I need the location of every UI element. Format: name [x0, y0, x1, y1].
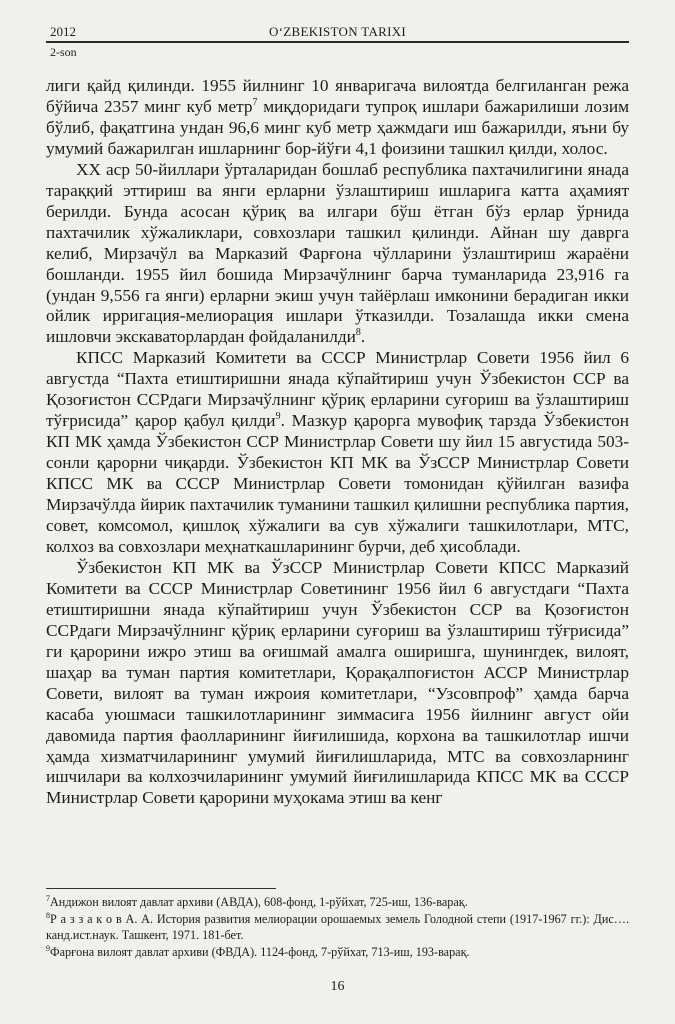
footnote-9 [46, 944, 629, 961]
footnote-number: 7 [46, 893, 50, 903]
footnote-text: Андижон вилоят давлат архиви (АВДА), 608-фонд, 1-рўйхат, 725-иш, 136-варақ. [50, 895, 468, 909]
footnote-rule [46, 888, 276, 889]
footnotes [46, 894, 629, 960]
paragraph-3-text-b: . Мазкур қарорга мувофиқ тарзда Ўзбекистон КП МК ҳамда Ўзбекистон ССР Министрлар Совети шу йил 15 августида 503-сонли қарорни чиқарди. Ўзбекистон КП МК ва ЎзССР Министрлар Совети КПСС МК ва СССР Министрлар Совети томонидан қўйилган вазифа Мирзачўлда йирик пахтачилик туманини ташкил қилишни республика партия, совет, комсомол, қишлоқ хўжалиги ва сув хўжалиги ташкилотлари, МТС, колхоз ва совхозлари меҳнаткашларининг бурчи, деб ҳисоблади. [46, 411, 629, 556]
article-body [46, 76, 629, 809]
header-rule [46, 41, 629, 43]
footnote-7 [46, 894, 629, 911]
footnote-number: 8 [46, 910, 50, 920]
paragraph-2 [46, 160, 629, 349]
issue-number: 2-son [50, 45, 77, 59]
header-year: 2012 [50, 24, 76, 39]
paragraph-1-text-a: лиги қайд қилинди. 1955 йилнинг 10 январигача вилоятда белгиланган режа бўйича 2357 минг куб метр [46, 76, 629, 116]
footnote-number: 9 [46, 943, 50, 953]
footnote-text: Р а з з а к о в А. А. История развития мелиорации орошаемых земель Голодной степи (1917-1967 гг.): Дис…. канд.ист.наук. Ташкент, 1971. 181-бет. [46, 911, 629, 942]
paragraph-4 [46, 558, 629, 809]
paragraph-3 [46, 348, 629, 558]
page-number: 16 [330, 979, 345, 994]
footnote-8 [46, 911, 629, 944]
paragraph-4-text: Ўзбекистон КП МК ва ЎзССР Министрлар Совети КПСС Марказий Комитети ва СССР Министрлар Советининг 1956 йил 6 августдаги “Пахта етиштиришни янада кўпайтириш учун Ўзбекистон ССР ва Қозоғистон ССРдаги Мирзачўлнинг қўриқ ерларини суғориш ва ўзлаштириш тўғрисида” ги қарорини ижро этиш ва оғишмай амалга оширишга, шунингдек, вилоят, шаҳар ва туман партия комитетлари, Қорақалпоғистон АССР Министрлар Совети, вилоят ва туман ижроия комитетлари, “Узсовпроф” ҳамда барча касаба уюшмаси ташкилотларининг зиммасига 1956 йилнинг август ойи давомида партия фаолларининг йиғилишида, корхона ва ташкилотлар ишчи ҳамда хизматчиларининг умумий йиғилишларида, МТС ва совхозларнинг ишчилари ва колхозчиларининг умумий йиғилишларида КПСС МК ва СССР Министрлар Совети қарорини муҳокама этиш ва кенг [46, 557, 629, 808]
footnote-ref-9[interactable]: 9 [275, 411, 281, 423]
footnote-ref-8[interactable]: 8 [355, 327, 361, 339]
paragraph-2-text-a: XX аср 50-йиллари ўрталаридан бошлаб республика пахтачилигини янада тараққий эттириш ва янги ерларни ўзлаштириш ишларига катта аҳамият берилди. Бунда асосан қўриқ ва илгари бўш ётган бўз ерлар ўрнида пахтачилик хўжаликлари, совхозлари ташкил қилинди. Айнан шу даврга келиб, Мирзачўл ва Марказий Фарғона чўлларини ўзлаштириш жараёни бошланди. 1955 йил бошида Мирзачўлнинг барча туманларида 23,916 га (ундан 9,556 га янги) ерларни экиш учун тайёрлаш имконини берадиган икки ойлик ирригация-мелиорация ишлари ўтказилди. Тозалашда икки смена ишловчи экскаваторлардан фойдаланилди [46, 159, 629, 347]
paragraph-2-text-b: . [360, 327, 366, 347]
footnote-ref-7[interactable]: 7 [252, 97, 258, 109]
footnote-text: Фарғона вилоят давлат архиви (ФВДА). 1124-фонд, 7-рўйхат, 713-иш, 193-варақ. [50, 944, 470, 959]
paragraph-3-text-a: КПСС Марказий Комитети ва СССР Министрлар Совети 1956 йил 6 августда “Пахта етиштиришни янада кўпайтириш учун Ўзбекистон ССР ва Қозоғистон ССРдаги Мирзачўлнинг қўриқ ерларини суғориш ва ўзлаштириш тўғрисида” қарор қабул қилди [46, 348, 629, 431]
paragraph-1-text-b: миқдоридаги тупроқ ишлари бажарилиши лозим бўлиб, фақатгина ундан 96,6 минг куб метр ҳажмдаги иш бажарилди, яъни бу умумий бажарилган ишларнинг бор-йўғи 4,1 фоизини ташкил қилди, холос. [46, 96, 629, 158]
journal-title: O‘ZBEKISTON TARIXI [268, 24, 407, 39]
paragraph-1 [46, 76, 629, 160]
